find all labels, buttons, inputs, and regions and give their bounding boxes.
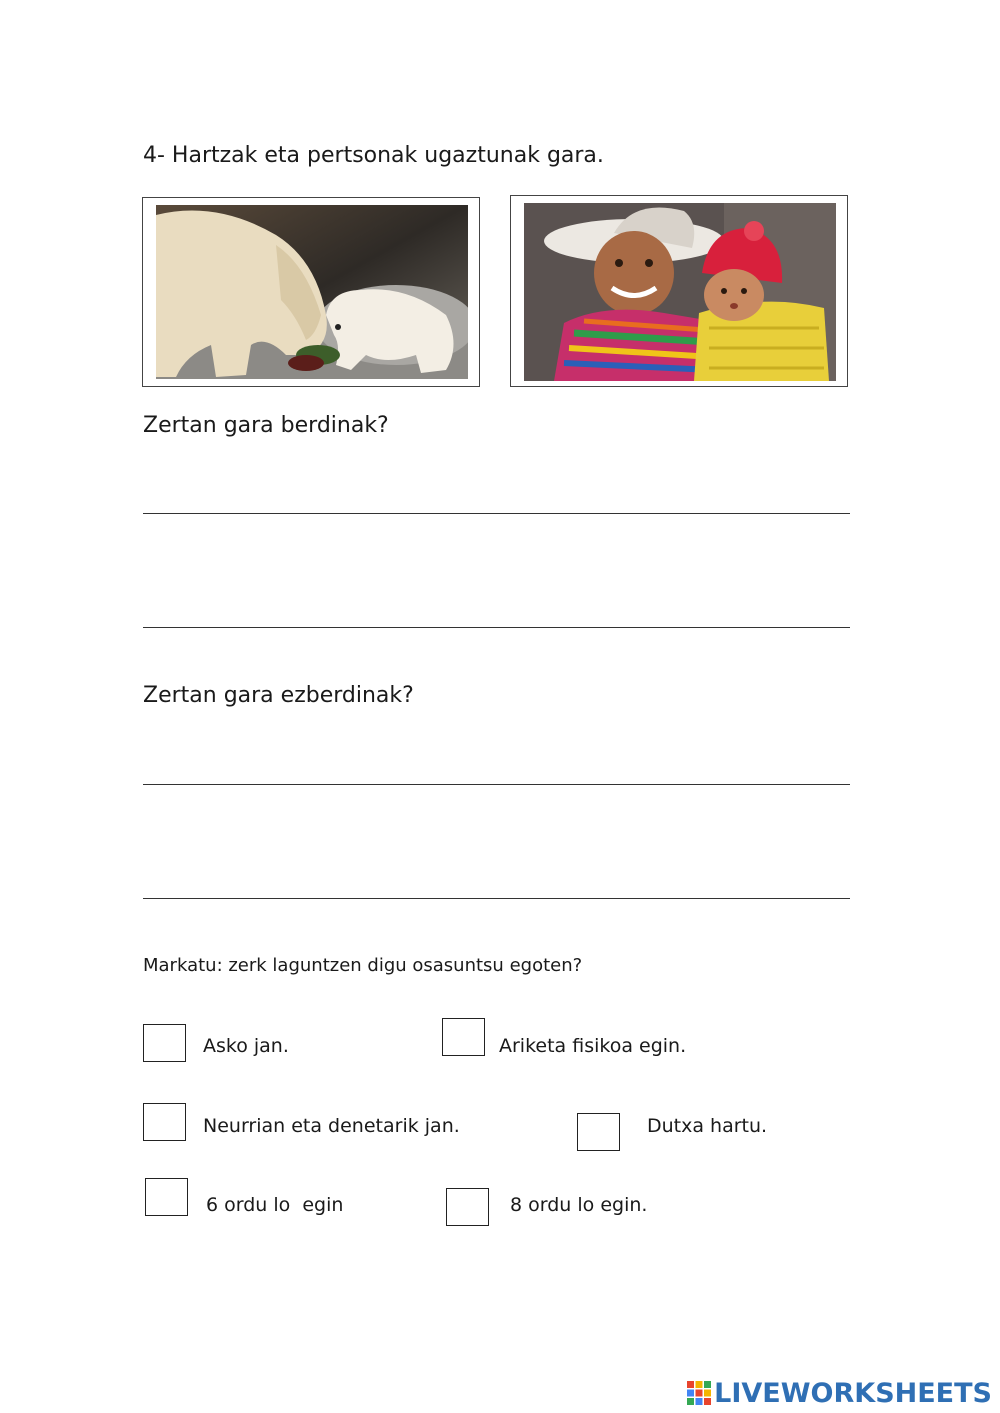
checkbox-option-6[interactable] (446, 1188, 489, 1226)
checkbox-option-3[interactable] (143, 1103, 186, 1141)
different-prompt: Zertan gara ezberdinak? (143, 683, 414, 708)
checkbox-option-5[interactable] (145, 1178, 188, 1216)
checkbox-option-4[interactable] (577, 1113, 620, 1151)
liveworksheets-brand-text: LIVEWORKSHEETS (714, 1377, 992, 1409)
answer-line-different-1[interactable] (143, 784, 850, 785)
liveworksheets-logo-icon (686, 1380, 712, 1406)
same-prompt: Zertan gara berdinak? (143, 413, 389, 438)
checkbox-option-1[interactable] (143, 1024, 186, 1062)
option-label-6: 8 ordu lo egin. (510, 1194, 648, 1216)
answer-line-same-2[interactable] (143, 627, 850, 628)
option-label-4: Dutxa hartu. (647, 1115, 768, 1137)
question-title: 4- Hartzak eta pertsonak ugaztunak gara. (143, 143, 604, 168)
liveworksheets-logo (686, 1378, 992, 1408)
option-label-1: Asko jan. (203, 1035, 289, 1057)
mother-and-baby-image (524, 203, 836, 381)
polar-bears-photo (142, 197, 480, 387)
option-label-2: Ariketa fisikoa egin. (499, 1035, 687, 1057)
checklist-instruction: Markatu: zerk laguntzen digu osasuntsu egoten? (143, 955, 583, 976)
mother-and-baby-photo (510, 195, 848, 387)
answer-line-different-2[interactable] (143, 898, 850, 899)
polar-bears-image (156, 205, 468, 379)
checkbox-option-2[interactable] (442, 1018, 485, 1056)
option-label-5: 6 ordu lo egin (206, 1194, 344, 1216)
answer-line-same-1[interactable] (143, 513, 850, 514)
option-label-3: Neurrian eta denetarik jan. (203, 1115, 460, 1137)
